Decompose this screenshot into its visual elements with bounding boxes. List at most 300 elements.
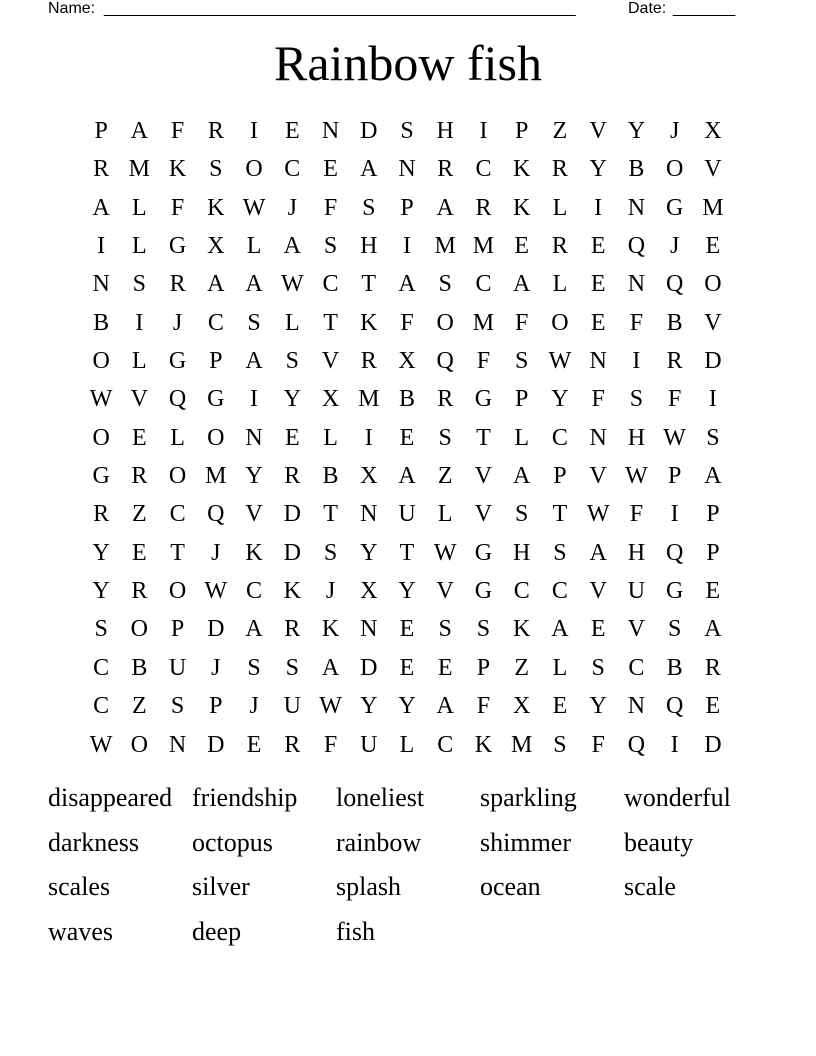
grid-row	[82, 227, 732, 265]
grid-letter: W	[89, 386, 113, 413]
grid-letter: S	[438, 616, 452, 643]
grid-letter: O	[704, 271, 722, 298]
grid-letter: R	[169, 271, 186, 298]
grid-letter: I	[632, 348, 641, 375]
word-bank-item: wonderful	[624, 783, 731, 812]
grid-letter: I	[250, 386, 259, 413]
grid-letter: G	[474, 578, 493, 605]
grid-letter: V	[321, 348, 340, 375]
grid-letter: T	[552, 501, 568, 528]
grid-letter: S	[132, 271, 147, 298]
grid-letter: S	[285, 654, 299, 681]
grid-letter: X	[513, 693, 531, 720]
grid-letter: A	[360, 156, 378, 183]
word-bank-item: waves	[48, 916, 113, 946]
grid-letter: W	[242, 194, 266, 221]
grid-letter: Y	[92, 578, 110, 605]
grid-letter: K	[245, 539, 263, 566]
grid-letter: F	[515, 309, 529, 336]
grid-letter: L	[437, 501, 453, 528]
grid-letter: X	[398, 348, 416, 375]
grid-letter: P	[667, 463, 682, 490]
word-bank-item: loneliest	[336, 783, 425, 812]
grid-letter: V	[436, 578, 454, 605]
grid-letter: C	[551, 578, 568, 605]
grid-letter: D	[283, 501, 301, 528]
grid-letter: C	[207, 309, 224, 336]
grid-letter: W	[625, 463, 648, 490]
word-bank-item: octopus	[192, 827, 273, 857]
grid-letter: N	[92, 271, 110, 298]
grid-letter: F	[476, 693, 491, 720]
grid-letter: Q	[436, 348, 454, 375]
header-fields	[48, 0, 748, 20]
word-bank-item: beauty	[624, 827, 694, 857]
grid-letter: E	[705, 693, 721, 720]
grid-letter: S	[553, 539, 567, 566]
grid-letter: V	[589, 463, 607, 490]
grid-letter: Q	[665, 539, 684, 566]
grid-letter: B	[322, 463, 339, 490]
grid-letter: A	[92, 194, 110, 221]
grid-letter: O	[551, 309, 569, 336]
grid-letter: V	[704, 156, 722, 183]
grid-letter: E	[246, 731, 262, 758]
grid-letter: W	[280, 271, 304, 298]
grid-letter: S	[247, 309, 261, 336]
grid-letter: A	[130, 118, 149, 144]
grid-letter: S	[285, 348, 299, 375]
grid-letter: Z	[552, 118, 568, 144]
grid-letter: K	[474, 731, 493, 758]
grid-letter: U	[168, 654, 187, 681]
grid-letter: C	[513, 578, 530, 605]
grid-letter: M	[472, 309, 495, 336]
grid-letter: N	[589, 424, 607, 451]
grid-letter: M	[472, 233, 495, 260]
grid-letter: B	[398, 386, 415, 413]
grid-row	[82, 572, 732, 610]
grid-letter: R	[551, 233, 568, 260]
grid-letter: F	[323, 731, 338, 758]
word-bank-item: deep	[192, 916, 242, 946]
grid-letter: C	[246, 578, 263, 605]
grid-letter: R	[93, 501, 110, 528]
word-bank-item: rainbow	[336, 827, 422, 857]
grid-letter: Y	[398, 693, 416, 720]
grid-letter: S	[209, 156, 223, 183]
grid-letter: T	[170, 539, 185, 566]
grid-letter: F	[170, 118, 185, 144]
grid-letter: R	[284, 463, 301, 490]
grid-letter: A	[704, 463, 722, 490]
grid-row	[82, 534, 732, 572]
grid-letter: M	[702, 194, 724, 221]
grid-letter: H	[360, 233, 378, 260]
word-bank-item: silver	[192, 872, 250, 901]
grid-letter: V	[704, 309, 722, 336]
grid-letter: N	[168, 731, 187, 758]
grid-letter: F	[170, 194, 185, 221]
grid-letter: D	[360, 654, 378, 681]
grid-letter: W	[663, 424, 686, 451]
grid-letter: P	[94, 118, 108, 144]
grid-letter: R	[207, 118, 224, 144]
grid-letter: R	[93, 156, 110, 183]
grid-letter: G	[207, 386, 225, 413]
grid-letter: S	[170, 693, 185, 720]
grid-letter: K	[513, 616, 531, 643]
grid-letter: T	[361, 271, 377, 298]
grid-letter: U	[360, 731, 378, 758]
grid-letter: W	[89, 731, 113, 758]
grid-letter: X	[360, 578, 378, 605]
grid-letter: W	[319, 693, 342, 720]
grid-letter: L	[246, 233, 262, 260]
grid-letter: K	[168, 156, 187, 183]
grid-letter: S	[515, 501, 529, 528]
grid-row	[82, 342, 732, 380]
grid-letter: A	[436, 693, 454, 720]
grid-letter: I	[364, 424, 373, 451]
grid-letter: O	[92, 348, 110, 375]
grid-letter: C	[475, 271, 492, 298]
grid-letter: S	[323, 539, 338, 566]
grid-letter: E	[323, 156, 338, 183]
grid-letter: S	[667, 616, 682, 643]
grid-letter: R	[437, 156, 454, 183]
grid-letter: S	[553, 731, 567, 758]
grid-row	[82, 419, 732, 457]
grid-letter: B	[666, 654, 683, 681]
grid-letter: E	[132, 424, 147, 451]
grid-letter: H	[513, 539, 531, 566]
grid-letter: R	[666, 348, 683, 375]
grid-letter: C	[322, 271, 339, 298]
grid-letter: L	[399, 731, 415, 758]
grid-letter: O	[665, 156, 684, 183]
grid-letter: G	[474, 539, 493, 566]
grid-letter: X	[360, 463, 378, 490]
grid-letter: F	[591, 731, 605, 758]
grid-letter: A	[398, 271, 416, 298]
grid-letter: L	[284, 309, 300, 336]
word-bank-item: sparkling	[480, 783, 577, 812]
grid-letter: U	[627, 578, 646, 605]
grid-letter: W	[586, 501, 610, 528]
grid-letter: K	[283, 578, 301, 605]
letter-grid	[82, 112, 732, 764]
word-bank-item: darkness	[48, 827, 139, 857]
grid-letter: R	[437, 386, 454, 413]
grid-letter: O	[92, 424, 110, 451]
grid-letter: E	[705, 233, 721, 260]
grid-letter: M	[205, 463, 227, 490]
grid-letter: J	[287, 194, 297, 221]
grid-letter: E	[132, 539, 147, 566]
grid-letter: E	[514, 233, 530, 260]
grid-letter: F	[400, 309, 414, 336]
grid-letter: F	[629, 309, 644, 336]
grid-letter: R	[131, 578, 148, 605]
grid-letter: Z	[514, 654, 530, 681]
grid-letter: O	[207, 424, 225, 451]
grid-letter: G	[474, 386, 493, 413]
word-bank	[48, 780, 778, 958]
grid-letter: T	[476, 424, 491, 451]
grid-letter: P	[209, 348, 223, 375]
grid-letter: D	[360, 118, 378, 144]
grid-letter: L	[132, 233, 147, 260]
grid-letter: G	[168, 233, 187, 260]
grid-letter: B	[666, 309, 683, 336]
grid-letter: J	[211, 654, 221, 681]
grid-letter: O	[130, 731, 149, 758]
grid-letter: Z	[437, 463, 453, 490]
grid-letter: Y	[92, 539, 110, 566]
grid-letter: N	[627, 194, 646, 221]
grid-letter: E	[437, 654, 453, 681]
word-bank-item: fish	[336, 916, 375, 946]
grid-letter: X	[704, 118, 722, 144]
grid-letter: U	[283, 693, 301, 720]
grid-letter: L	[552, 654, 568, 681]
grid-letter: S	[94, 616, 108, 643]
grid-letter: S	[706, 424, 720, 451]
grid-letter: C	[93, 693, 110, 720]
grid-row	[82, 112, 732, 150]
grid-letter: H	[627, 539, 646, 566]
grid-letter: W	[433, 539, 457, 566]
grid-letter: G	[665, 194, 684, 221]
grid-letter: T	[323, 309, 338, 336]
grid-letter: P	[515, 386, 529, 413]
grid-letter: V	[627, 616, 646, 643]
grid-letter: S	[629, 386, 644, 413]
word-bank-item: ocean	[480, 872, 541, 901]
grid-letter: S	[323, 233, 338, 260]
grid-letter: P	[706, 501, 720, 528]
grid-letter: I	[402, 233, 411, 260]
word-bank-item: shimmer	[480, 827, 571, 857]
grid-letter: A	[321, 654, 340, 681]
grid-letter: N	[360, 616, 378, 643]
grid-letter: P	[476, 654, 491, 681]
grid-letter: O	[245, 156, 263, 183]
grid-letter: J	[249, 693, 259, 720]
grid-letter: E	[399, 654, 415, 681]
grid-letter: Z	[132, 693, 147, 720]
grid-letter: J	[172, 309, 183, 336]
grid-letter: Y	[360, 539, 378, 566]
grid-letter: L	[132, 194, 147, 221]
grid-letter: R	[551, 156, 568, 183]
date-blank-line: _______	[673, 0, 736, 17]
grid-letter: U	[398, 501, 416, 528]
grid-letter: A	[589, 539, 607, 566]
grid-letter: K	[513, 156, 531, 183]
grid-letter: R	[131, 463, 148, 490]
grid-letter: I	[670, 731, 679, 758]
grid-letter: G	[92, 463, 110, 490]
grid-letter: T	[399, 539, 415, 566]
grid-letter: V	[589, 578, 607, 605]
grid-letter: S	[515, 348, 529, 375]
grid-letter: D	[283, 539, 301, 566]
grid-letter: X	[207, 233, 225, 260]
grid-letter: L	[552, 194, 568, 221]
grid-letter: N	[360, 501, 378, 528]
grid-letter: H	[627, 424, 646, 451]
grid-letter: E	[284, 118, 300, 144]
grid-letter: P	[400, 194, 414, 221]
grid-letter: C	[169, 501, 186, 528]
grid-letter: L	[132, 348, 147, 375]
name-label: Name:	[48, 0, 96, 17]
grid-letter: A	[436, 194, 454, 221]
grid-letter: S	[362, 194, 376, 221]
grid-letter: V	[589, 118, 607, 144]
grid-letter: F	[591, 386, 605, 413]
grid-letter: I	[594, 194, 603, 221]
grid-letter: M	[358, 386, 380, 413]
word-bank-item: scales	[48, 872, 111, 901]
grid-row	[82, 687, 732, 725]
grid-letter: T	[323, 501, 338, 528]
grid-letter: N	[321, 118, 340, 144]
grid-letter: K	[513, 194, 531, 221]
date-label: Date:	[628, 0, 667, 17]
grid-letter: C	[475, 156, 492, 183]
grid-letter: E	[284, 424, 300, 451]
grid-letter: C	[284, 156, 301, 183]
grid-letter: L	[514, 424, 530, 451]
grid-letter: I	[250, 118, 259, 144]
grid-letter: A	[245, 348, 263, 375]
grid-letter: W	[204, 578, 228, 605]
grid-letter: Z	[132, 501, 147, 528]
grid-letter: A	[513, 463, 531, 490]
grid-letter: I	[135, 309, 144, 336]
grid-letter: S	[247, 654, 261, 681]
grid-letter: F	[629, 501, 644, 528]
grid-letter: J	[211, 539, 221, 566]
grid-letter: Y	[627, 118, 646, 144]
grid-letter: R	[475, 194, 492, 221]
grid-letter: Y	[551, 386, 569, 413]
grid-letter: Y	[398, 578, 416, 605]
grid-letter: G	[665, 578, 684, 605]
grid-letter: P	[209, 693, 223, 720]
grid-letter: F	[667, 386, 682, 413]
grid-letter: E	[399, 616, 415, 643]
grid-letter: Y	[360, 693, 378, 720]
grid-row	[82, 610, 732, 648]
grid-letter: A	[704, 616, 722, 643]
grid-letter: K	[207, 194, 225, 221]
page-title: Rainbow fish	[273, 35, 543, 91]
grid-letter: B	[131, 654, 148, 681]
word-bank-item: splash	[336, 872, 401, 901]
grid-letter: I	[97, 233, 106, 260]
grid-letter: A	[551, 616, 569, 643]
grid-letter: I	[708, 386, 717, 413]
grid-letter: E	[399, 424, 415, 451]
grid-letter: J	[669, 233, 680, 260]
grid-letter: N	[627, 693, 646, 720]
word-bank-item: disappeared	[48, 783, 173, 812]
grid-letter: H	[436, 118, 454, 144]
grid-letter: E	[552, 693, 568, 720]
grid-letter: R	[704, 654, 721, 681]
grid-letter: Q	[207, 501, 225, 528]
grid-row	[82, 189, 732, 227]
grid-letter: Q	[627, 731, 646, 758]
grid-letter: V	[245, 501, 263, 528]
grid-letter: F	[323, 194, 338, 221]
grid-row	[82, 380, 732, 418]
grid-letter: M	[511, 731, 533, 758]
grid-letter: O	[436, 309, 454, 336]
grid-letter: Y	[589, 156, 607, 183]
grid-letter: Y	[245, 463, 263, 490]
grid-letter: A	[398, 463, 416, 490]
grid-letter: D	[207, 731, 225, 758]
grid-letter: P	[553, 463, 567, 490]
grid-row	[82, 265, 732, 303]
grid-letter: D	[704, 348, 722, 375]
grid-letter: V	[474, 463, 493, 490]
grid-letter: E	[590, 271, 606, 298]
grid-letter: D	[704, 731, 722, 758]
grid-letter: S	[476, 616, 491, 643]
grid-letter: B	[628, 156, 645, 183]
grid-row	[82, 726, 732, 764]
grid-row	[82, 150, 732, 188]
grid-letter: P	[170, 616, 185, 643]
grid-letter: N	[627, 271, 646, 298]
grid-letter: L	[552, 271, 568, 298]
grid-letter: E	[705, 578, 721, 605]
grid-letter: N	[589, 348, 607, 375]
grid-row	[82, 457, 732, 495]
grid-letter: M	[128, 156, 151, 183]
word-bank-item: scale	[624, 872, 676, 901]
grid-letter: A	[283, 233, 301, 260]
grid-letter: J	[325, 578, 336, 605]
word-bank-item: friendship	[192, 783, 298, 812]
grid-letter: X	[321, 386, 340, 413]
grid-letter: V	[130, 386, 149, 413]
grid-letter: I	[670, 501, 679, 528]
grid-letter: P	[515, 118, 529, 144]
grid-letter: N	[398, 156, 416, 183]
grid-letter: E	[590, 616, 606, 643]
grid-letter: A	[513, 271, 531, 298]
grid-letter: R	[360, 348, 377, 375]
grid-letter: C	[628, 654, 645, 681]
grid-letter: K	[360, 309, 378, 336]
grid-letter: C	[437, 731, 454, 758]
grid-letter: Q	[627, 233, 646, 260]
grid-letter: K	[321, 616, 340, 643]
grid-row	[82, 495, 732, 533]
grid-letter: A	[245, 271, 263, 298]
grid-letter: S	[438, 271, 452, 298]
grid-letter: N	[245, 424, 263, 451]
grid-letter: F	[476, 348, 491, 375]
grid-letter: E	[590, 233, 606, 260]
